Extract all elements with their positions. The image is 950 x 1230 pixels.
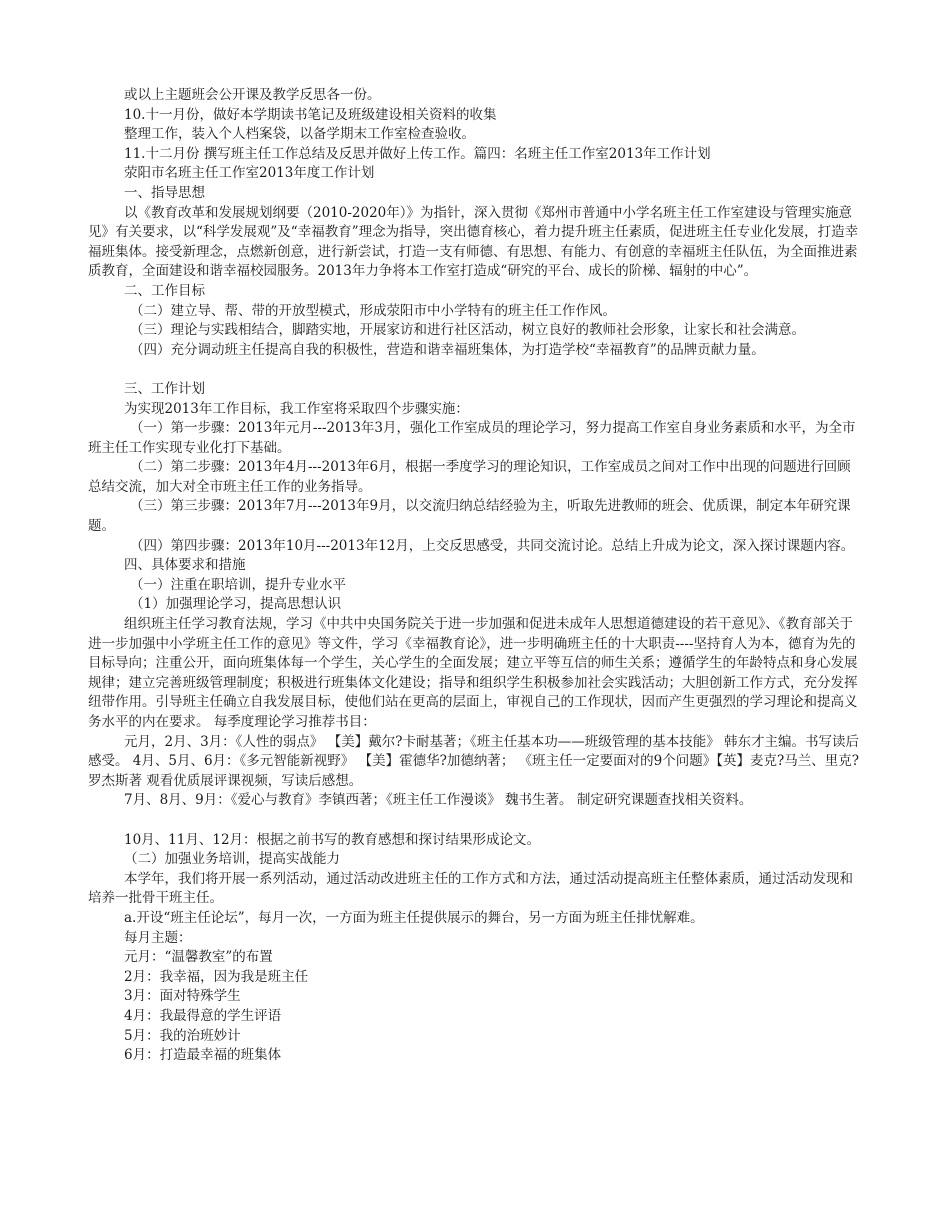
list-item: 4月：我最得意的学生评语	[124, 1007, 282, 1024]
text-line: （二）建立导、帮、带的开放型模式，形成荥阳市中小学特有的班主任工作作风。	[130, 302, 616, 319]
text-line: （一）注重在职培训，提升专业水平	[130, 576, 346, 593]
text-line: 为实现2013年工作目标，我工作室将采取四个步骤实施：	[124, 400, 469, 417]
section-heading: 三、工作计划	[124, 380, 205, 397]
paragraph: 7月、8月、9月：《爱心与教育》李镇西著；《班主任工作漫谈》 魏书生著。 制定研究课题查找相关资料。	[124, 792, 753, 809]
text-line: 整理工作，装入个人档案袋，以备学期末工作室检查验收。	[124, 126, 475, 143]
list-item: 5月：我的治班妙计	[124, 1027, 241, 1044]
text-line: a.开设“班主任论坛”，每月一次，一方面为班主任提供展示的舞台，另一方面为班主任排忧解难。	[124, 909, 704, 926]
paragraph: 以《教育改革和发展规划纲要（2010-2020年）》为指针，深入贯彻《郑州市普通中小学名班主任工作室建设与管理实施意见》有关要求，以“科学发展观”及“幸福教育”理念为指导，突出德育核心，着力提升班主任素质，促进班主任专业化发展，打造幸福班集体。接受新理念，点燃新创意，进行新尝试，打造一支有师德、有思想、有能力、有创意的幸福班主任队伍，为全面推进素质教育，全面建设和谐幸福校园服务。2013年力争将本工作室打造成“研究的平台、成长的阶梯、辐射的中心”。	[88, 204, 859, 280]
paragraph: （四）充分调动班主任提高自我的积极性，营造和谐幸福班集体，为打造学校“幸福教育”的品牌贡献力量。	[130, 341, 765, 358]
list-item: 2月：我幸福，因为我是班主任	[124, 968, 309, 985]
paragraph: 元月，2月、3月：《人性的弱点》 【美】戴尔?卡耐基著；《班主任基本功——班级管理的基本技能》 韩东才主编。书写读后感受。 4月、5月、6月：《多元智能新视野》 【美】霍德华?加德纳著； 《班主任一定要面对的9个问题》【英】麦克?马兰、里克?罗杰斯著 观看优质展评课视频，写读后感想。	[88, 733, 859, 789]
blank-line	[88, 811, 863, 831]
list-item: 3月：面对特殊学生	[124, 988, 241, 1005]
list-item: 元月：“温馨教室”的布置	[124, 949, 273, 966]
text-line: 10月、11月、12月：根据之前书写的教育感想和探讨结果形成论文。	[124, 831, 541, 848]
document-page	[88, 86, 863, 1066]
paragraph: 本学年，我们将开展一系列活动，通过活动改进班主任的工作方式和方法，通过活动提高班主任整体素质，通过活动发现和培养一批骨干班主任。	[88, 870, 853, 907]
paragraph: （三）理论与实践相结合，脚踏实地，开展家访和进行社区活动，树立良好的教师社会形象，让家长和社会满意。	[130, 322, 805, 339]
text-line: 10.十一月份，做好本学期读书笔记及班级建设相关资料的收集	[124, 106, 497, 123]
text-line: （1）加强理论学习，提高思想认识	[130, 596, 342, 613]
blank-line	[88, 360, 863, 380]
list-item: 6月：打造最幸福的班集体	[124, 1047, 282, 1064]
text-line: 每月主题：	[124, 929, 192, 946]
section-heading: 四、具体要求和措施	[124, 557, 246, 574]
paragraph: （一）第一步骤：2013年元月---2013年3月，强化工作室成员的理论学习，努力提高工作室自身业务素质和水平，为全市班主任工作实现专业化打下基础。	[88, 420, 856, 456]
text-line: （二）加强业务培训，提高实战能力	[124, 851, 340, 868]
paragraph: （三）第三步骤：2013年7月---2013年9月，以交流归纳总结经验为主，听取先进教师的班会、优质课，制定本年研究课题。	[88, 498, 851, 535]
paragraph: （二）第二步骤：2013年4月---2013年6月，根据一季度学习的理论知识，工作室成员之间对工作中出现的问题进行回顾总结交流，加大对全市班主任工作的业务指导。	[88, 459, 851, 495]
paragraph: （四）第四步骤：2013年10月---2013年12月，上交反思感受，共同交流讨论。总结上升成为论文，深入探讨课题内容。	[130, 537, 855, 554]
paragraph: 组织班主任学习教育法规，学习《中共中央国务院关于进一步加强和促进未成年人思想道德建设的若干意见》、《教育部关于进一步加强中小学班主任工作的意见》等文件，学习《幸福教育论》，进一步明确班主任的十大职责----坚持育人为本，德育为先的目标导向；注重公开，面向班集体每一个学生，关心学生的全面发展；建立平等互信的师生关系；遵循学生的年龄特点和身心发展规律；建立完善班级管理制度；积极进行班集体文化建设；指导和组织学生积极参加社会实践活动；大胆创新工作方式，充分发挥纽带作用。引导班主任确立自我发展目标，使他们站在更高的层面上，审视自己的工作现状，因而产生更强烈的学习理论和提高义务水平的内在要求。 每季度理论学习推荐书目：	[88, 616, 858, 730]
section-heading: 一、指导思想	[124, 184, 205, 201]
text-line: 11.十二月份 撰写班主任工作总结及反思并做好上传工作。篇四：名班主任工作室2013年工作计划	[124, 145, 711, 162]
section-heading: 二、工作目标	[124, 282, 205, 299]
text-line: 或以上主题班会公开课及教学反思各一份。	[124, 87, 381, 103]
text-line: 荥阳市名班主任工作室2013年度工作计划	[124, 165, 375, 182]
